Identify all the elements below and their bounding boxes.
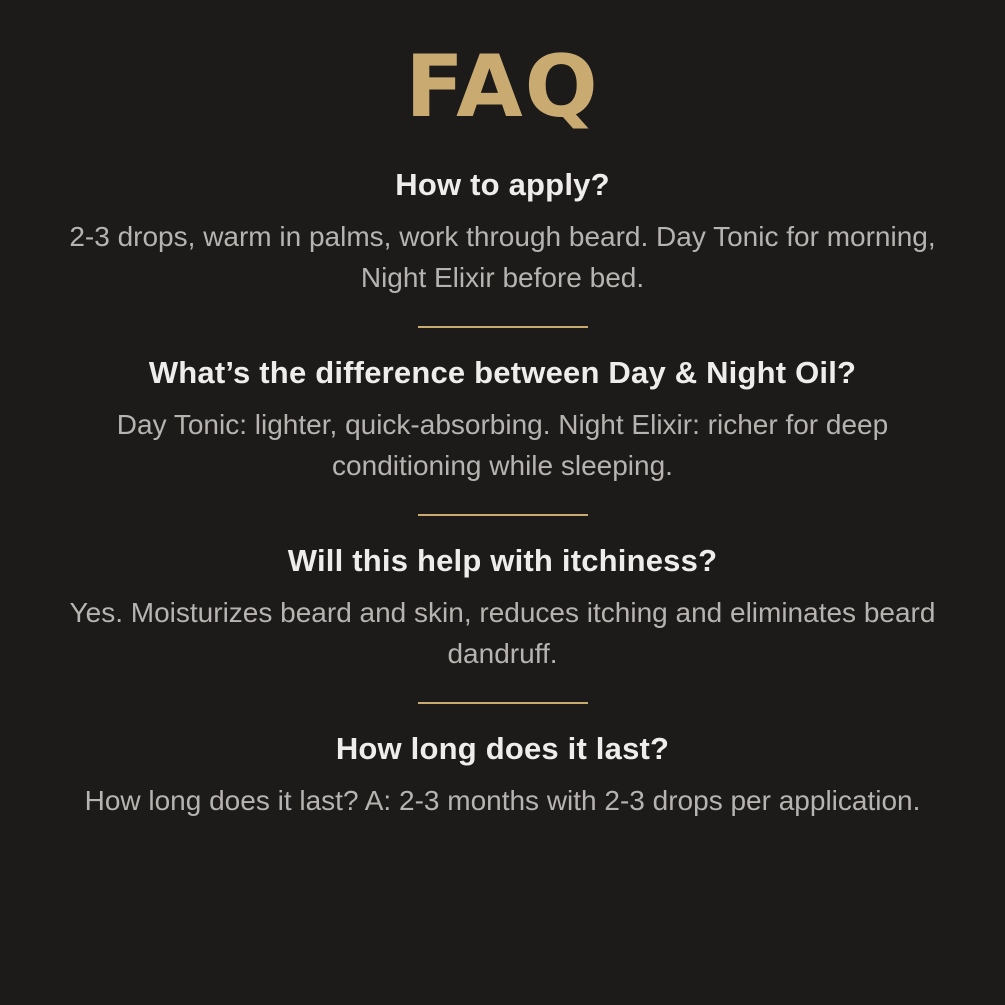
- section-divider: [418, 702, 588, 704]
- section-divider: [418, 514, 588, 516]
- faq-answer: Yes. Moisturizes beard and skin, reduces itching and eliminates beard dandruff.: [69, 596, 936, 669]
- faq-question: Will this help with itchiness?: [287, 543, 718, 579]
- faq-list: [53, 166, 953, 821]
- faq-answer: Day Tonic: lighter, quick-absorbing. Night Elixir: richer for deep conditioning while sleeping.: [116, 408, 889, 481]
- faq-question: How to apply?: [395, 167, 610, 203]
- faq-item: [53, 542, 953, 674]
- faq-item: [53, 730, 953, 821]
- faq-answer: 2-3 drops, warm in palms, work through beard. Day Tonic for morning, Night Elixir before bed.: [69, 221, 936, 293]
- faq-question: How long does it last?: [335, 731, 670, 767]
- page-title: FAQ: [405, 37, 600, 137]
- faq-answer: How long does it last? A: 2-3 months with 2-3 drops per application.: [84, 784, 921, 816]
- faq-question: What’s the difference between Day & Night Oil?: [148, 355, 857, 391]
- section-divider: [418, 326, 588, 328]
- faq-item: [53, 166, 953, 298]
- faq-item: [53, 354, 953, 486]
